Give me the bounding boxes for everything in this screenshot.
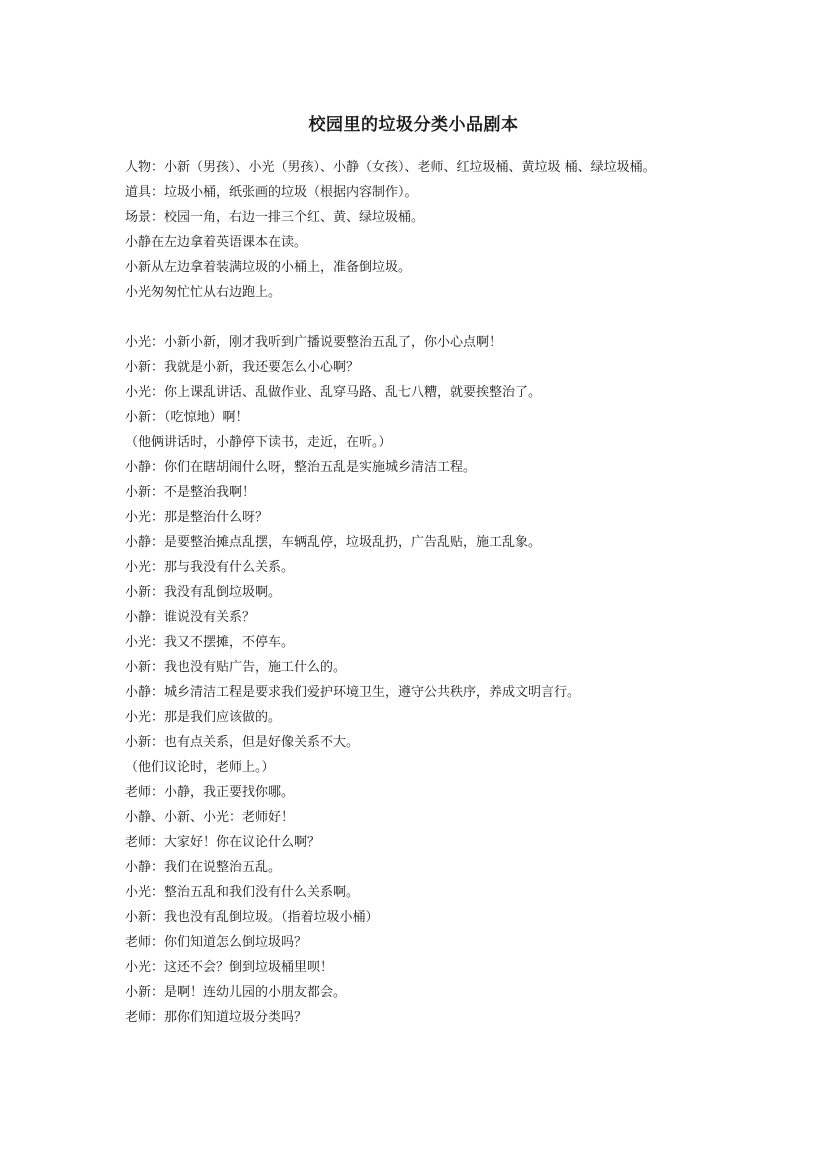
cast-line: 人物：小新（男孩）、小光（男孩）、小静（女孩）、老师、红垃圾桶、黄垃圾 桶、绿垃圾桶。 — [125, 160, 656, 175]
dialogue-line: 小新：不是整治我啊！ — [125, 485, 256, 500]
props-line: 道具：垃圾小桶，纸张画的垃圾（根据内容制作）。 — [125, 185, 418, 200]
dialogue-line: 小新：我没有乱倒垃圾啊。 — [125, 585, 282, 600]
dialogue-line: 老师：那你们知道垃圾分类吗？ — [125, 1010, 308, 1025]
dialogue-line: 小静：你们在瞎胡闹什么呀，整治五乱是实施城乡清洁工程。 — [125, 460, 477, 475]
dialogue-line: 老师：小静，我正要找你哪。 — [125, 785, 295, 800]
dialogue-line: 老师：你们知道怎么倒垃圾吗？ — [125, 935, 308, 950]
dialogue-line: 小静：谁说没有关系？ — [125, 610, 256, 625]
dialogue-line: 小光：我又不摆摊，不停车。 — [125, 635, 295, 650]
dialogue-line: 小静、小新、小光：老师好！ — [125, 810, 295, 825]
scene-line: 场景：校园一角，右边一排三个红、黄、绿垃圾桶。 — [125, 210, 425, 225]
dialogue-line: 老师：大家好！你在议论什么啊？ — [125, 835, 321, 850]
script-body — [125, 155, 705, 1030]
dialogue-line: 小光：那是整治什么呀？ — [125, 510, 269, 525]
stage-direction: 小新从左边拿着装满垃圾的小桶上，准备倒垃圾。 — [125, 260, 412, 275]
dialogue-line: 小光：你上课乱讲话、乱做作业、乱穿马路、乱七八糟，就要挨整治了。 — [125, 385, 542, 400]
dialogue-line: 小光：那与我没有什么关系。 — [125, 560, 295, 575]
paragraph-gap — [125, 305, 705, 330]
stage-direction: 小光匆匆忙忙从右边跑上。 — [125, 285, 282, 300]
document-title: 校园里的垃圾分类小品剧本 — [308, 115, 519, 135]
dialogue-line: 小光：那是我们应该做的。 — [125, 710, 282, 725]
dialogue-line: 小新：（吃惊地）啊！ — [125, 410, 249, 425]
dialogue-line: 小静：城乡清洁工程是要求我们爱护环境卫生，遵守公共秩序，养成文明言行。 — [125, 685, 581, 700]
dialogue-line: 小新：也有点关系，但是好像关系不大。 — [125, 735, 360, 750]
stage-direction: 小静在左边拿着英语课本在读。 — [125, 235, 308, 250]
dialogue-line: 小光：小新小新，刚才我听到广播说要整治五乱了，你小心点啊！ — [125, 335, 503, 350]
dialogue-line: 小光：整治五乱和我们没有什么关系啊。 — [125, 885, 360, 900]
dialogue-line: 小新：我也没有乱倒垃圾。（指着垃圾小桶） — [125, 910, 379, 925]
dialogue-line: 小静：是要整治摊点乱摆，车辆乱停，垃圾乱扔，广告乱贴，施工乱象。 — [125, 535, 542, 550]
stage-direction: （他们议论时，老师上。） — [125, 760, 275, 775]
dialogue-line: 小新：是啊！连幼儿园的小朋友都会。 — [125, 985, 347, 1000]
dialogue-line: 小静：我们在说整治五乱。 — [125, 860, 282, 875]
dialogue-line: 小光：这还不会？倒到垃圾桶里呗！ — [125, 960, 334, 975]
dialogue-line: 小新：我就是小新，我还要怎么小心啊？ — [125, 360, 360, 375]
stage-direction: （他俩讲话时，小静停下读书，走近，在听。） — [125, 435, 392, 450]
dialogue-line: 小新：我也没有贴广告，施工什么的。 — [125, 660, 347, 675]
